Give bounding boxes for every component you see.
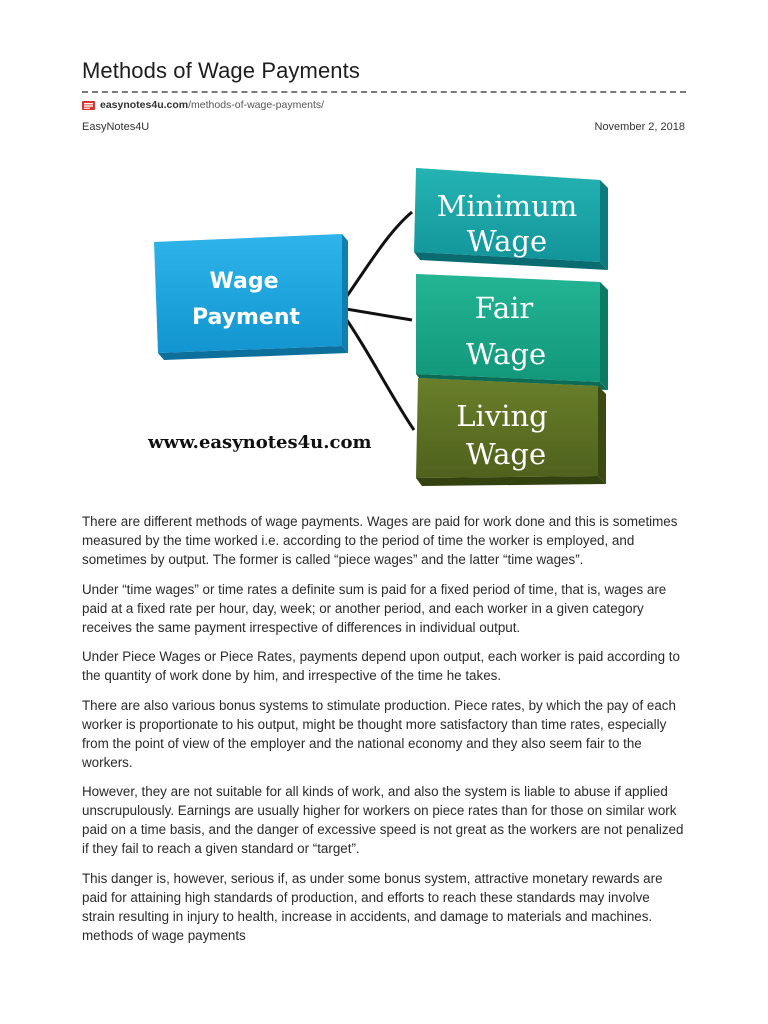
watermark-text: www.easynotes4u.com bbox=[148, 432, 372, 453]
source-domain: easynotes4u.com bbox=[100, 99, 189, 111]
branch-box-label: Fair bbox=[474, 291, 534, 325]
main-box-label: Payment bbox=[191, 305, 301, 330]
paragraph: This danger is, however, serious if, as under some bonus system, attractive monetary rewards are paid for attaining high standards of production, and efforts to reach these standards may involve strain resulting in injury to health, increase in accidents, and damage to materials and machines. methods of wage payments bbox=[82, 870, 663, 943]
author: EasyNotes4U bbox=[82, 121, 150, 133]
main-box-label: Wage bbox=[209, 269, 279, 294]
paragraph: Under “time wages” or time rates a definite sum is paid for a fixed period of time, that is, wages are paid at a fixed rate per hour, day, week; or another period, and each worker in a given category receives the same payment irrespective of differences in individual output. bbox=[82, 581, 667, 635]
page-title: Methods of Wage Payments bbox=[82, 58, 360, 83]
minimum-wage-box bbox=[414, 168, 608, 270]
site-favicon-icon bbox=[82, 100, 95, 111]
diagram-svg bbox=[142, 148, 627, 500]
dashed-divider bbox=[82, 91, 686, 93]
paragraph: Under Piece Wages or Piece Rates, payments depend upon output, each worker is paid according to the quantity of work done by him, and irrespective of the time he takes. bbox=[82, 649, 680, 683]
connector-lines bbox=[340, 212, 414, 430]
branch-box-label: Wage bbox=[465, 437, 547, 471]
source-path: /methods-of-wage-payments/ bbox=[188, 99, 325, 111]
branch-box-label: Living bbox=[456, 399, 548, 433]
paragraph: However, they are not suitable for all kinds of work, and also the system is liable to abuse if applied unscrupulously. Earnings are usually higher for workers on piece rates than for those on similar work paid on a time basis, and the danger of excessive speed is not great as the workers are not penalized if they fail to reach a given standard or “target”. bbox=[82, 784, 684, 856]
fair-wage-box bbox=[416, 274, 608, 390]
living-wage-box bbox=[416, 378, 606, 486]
publish-date: November 2, 2018 bbox=[594, 121, 685, 133]
branch-box-label: Minimum bbox=[436, 189, 578, 223]
branch-box-label: Wage bbox=[466, 224, 548, 258]
wage-payment-diagram bbox=[142, 148, 627, 500]
source-link[interactable] bbox=[82, 98, 324, 112]
branch-box-label: Wage bbox=[465, 337, 547, 371]
wage-payment-box bbox=[154, 234, 348, 360]
paragraph: There are also various bonus systems to stimulate production. Piece rates, by which the pay of each worker is proportionate to his output, might be thought more satisfactory than time rates, especially from the point of view of the employer and the national economy and they also seem fair to the workers. bbox=[82, 697, 676, 770]
paragraph: There are different methods of wage payments. Wages are paid for work done and this is sometimes measured by the time worked i.e. according to the period of time the worker is employed, and sometimes by output. The former is called “piece wages” and the latter “time wages”. bbox=[82, 514, 678, 567]
article-body bbox=[82, 512, 686, 955]
